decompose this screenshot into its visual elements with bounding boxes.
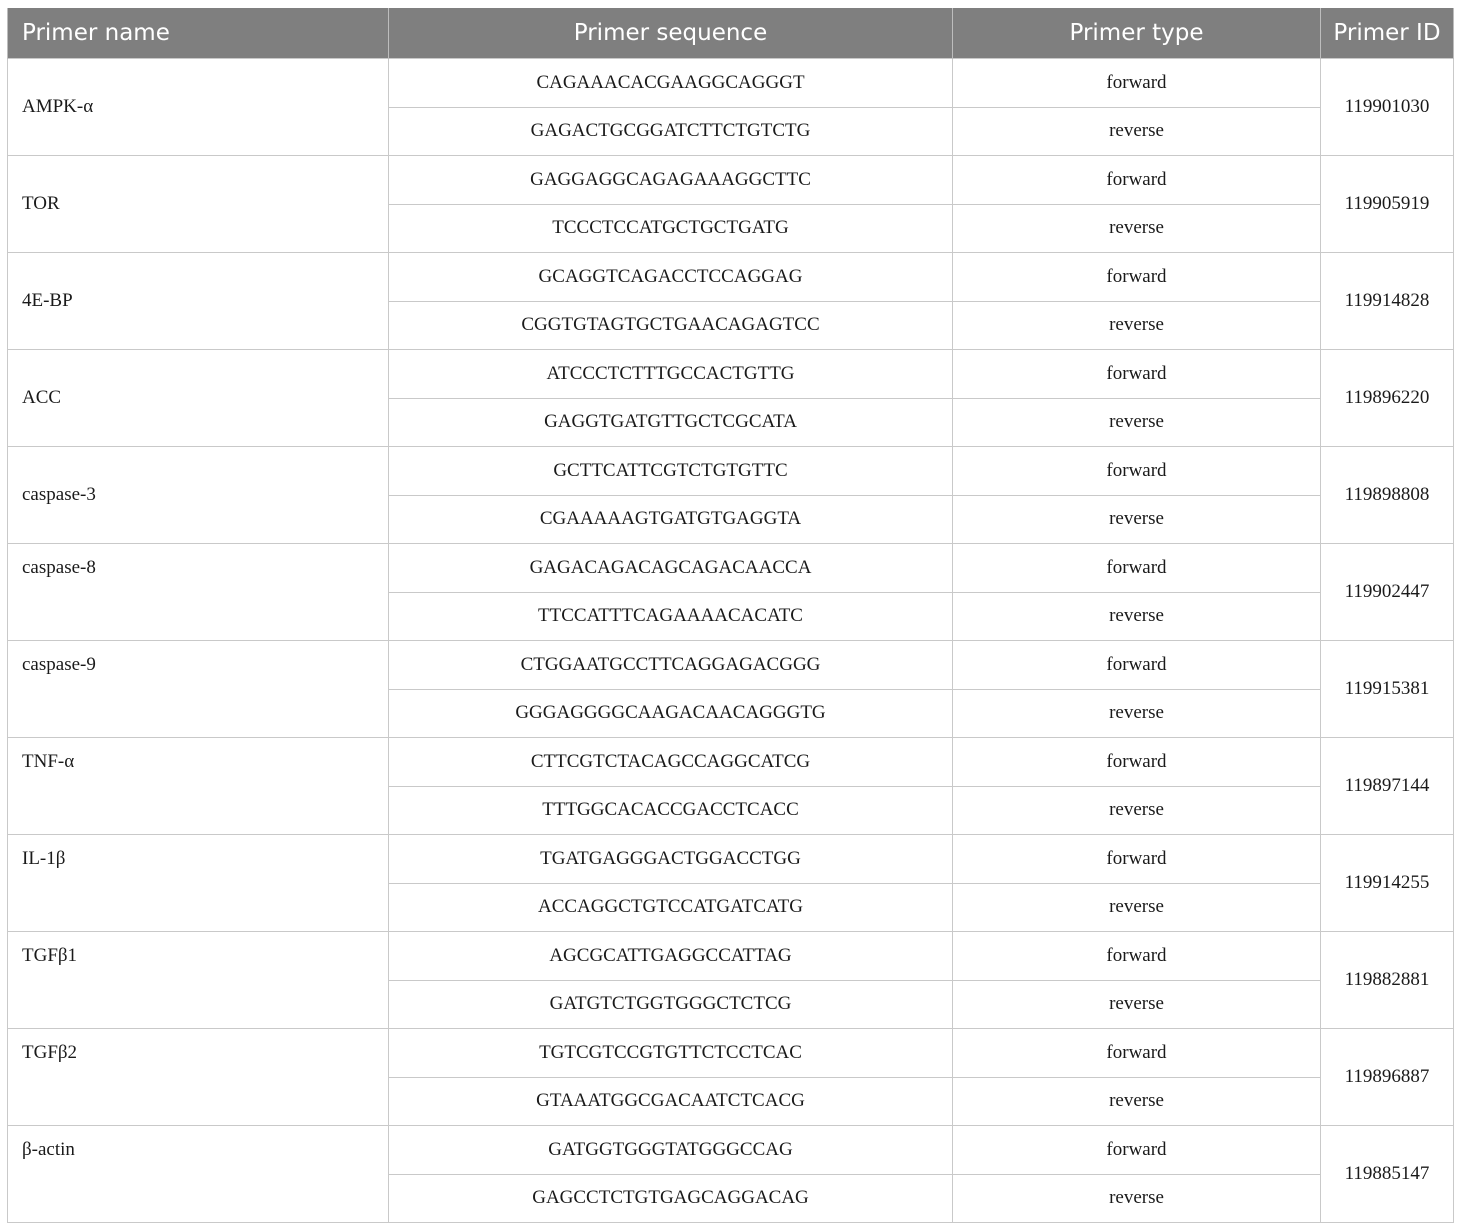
reverse-type-cell: reverse [953, 204, 1321, 253]
reverse-sequence-cell: TTTGGCACACCGACCTCACC [389, 786, 953, 835]
primer-name-cell: caspase-9 [8, 641, 389, 690]
forward-type-cell: forward [953, 447, 1321, 496]
table-row [8, 1126, 1454, 1175]
forward-sequence-cell: GAGACAGACAGCAGACAACCA [389, 544, 953, 593]
primer-name-cell: TGFβ2 [8, 1029, 389, 1078]
table-row [8, 59, 1454, 108]
primer-name-cell: AMPK-α [8, 59, 389, 156]
primer-id-cell: 119885147 [1321, 1126, 1454, 1223]
primer-table [7, 8, 1454, 1223]
primer-name-empty-cell [8, 592, 389, 641]
table-row [8, 1174, 1454, 1223]
primer-id-cell: 119905919 [1321, 156, 1454, 253]
reverse-sequence-cell: GTAAATGGCGACAATCTCACG [389, 1077, 953, 1126]
table-row [8, 447, 1454, 496]
reverse-sequence-cell: GATGTCTGGTGGGCTCTCG [389, 980, 953, 1029]
reverse-sequence-cell: TCCCTCCATGCTGCTGATG [389, 204, 953, 253]
table-row [8, 1029, 1454, 1078]
reverse-sequence-cell: CGGTGTAGTGCTGAACAGAGTCC [389, 301, 953, 350]
primer-id-cell: 119896887 [1321, 1029, 1454, 1126]
primer-id-cell: 119914828 [1321, 253, 1454, 350]
reverse-type-cell: reverse [953, 592, 1321, 641]
forward-sequence-cell: GAGGAGGCAGAGAAAGGCTTC [389, 156, 953, 205]
table-row [8, 980, 1454, 1029]
forward-type-cell: forward [953, 253, 1321, 302]
table-row [8, 835, 1454, 884]
forward-type-cell: forward [953, 932, 1321, 981]
reverse-sequence-cell: GAGACTGCGGATCTTCTGTCTG [389, 107, 953, 156]
primer-name-cell: IL-1β [8, 835, 389, 884]
forward-sequence-cell: TGTCGTCCGTGTTCTCCTCAC [389, 1029, 953, 1078]
forward-sequence-cell: CTGGAATGCCTTCAGGAGACGGG [389, 641, 953, 690]
forward-sequence-cell: CAGAAACACGAAGGCAGGGT [389, 59, 953, 108]
primer-id-cell: 119915381 [1321, 641, 1454, 738]
table-row [8, 544, 1454, 593]
primer-name-cell: TNF-α [8, 738, 389, 787]
table-row [8, 883, 1454, 932]
table-header [8, 8, 1454, 59]
primer-name-empty-cell [8, 1077, 389, 1126]
reverse-type-cell: reverse [953, 980, 1321, 1029]
forward-type-cell: forward [953, 350, 1321, 399]
reverse-type-cell: reverse [953, 301, 1321, 350]
reverse-type-cell: reverse [953, 1174, 1321, 1223]
forward-type-cell: forward [953, 544, 1321, 593]
table-row [8, 1077, 1454, 1126]
reverse-sequence-cell: GAGCCTCTGTGAGCAGGACAG [389, 1174, 953, 1223]
primer-name-cell: caspase-3 [8, 447, 389, 544]
reverse-sequence-cell: GGGAGGGGCAAGACAACAGGGTG [389, 689, 953, 738]
table-row [8, 592, 1454, 641]
forward-type-cell: forward [953, 641, 1321, 690]
forward-sequence-cell: AGCGCATTGAGGCCATTAG [389, 932, 953, 981]
header-primer-type: Primer type [953, 8, 1321, 59]
table-row [8, 786, 1454, 835]
forward-sequence-cell: ATCCCTCTTTGCCACTGTTG [389, 350, 953, 399]
table-body [8, 59, 1454, 1223]
header-primer-id: Primer ID [1321, 8, 1454, 59]
forward-sequence-cell: GCTTCATTCGTCTGTGTTC [389, 447, 953, 496]
reverse-type-cell: reverse [953, 883, 1321, 932]
primer-id-cell: 119901030 [1321, 59, 1454, 156]
primer-id-cell: 119914255 [1321, 835, 1454, 932]
table-row [8, 156, 1454, 205]
reverse-type-cell: reverse [953, 495, 1321, 544]
reverse-type-cell: reverse [953, 1077, 1321, 1126]
forward-type-cell: forward [953, 738, 1321, 787]
reverse-type-cell: reverse [953, 398, 1321, 447]
table-row [8, 689, 1454, 738]
primer-name-cell: TOR [8, 156, 389, 253]
header-row [8, 8, 1454, 59]
primer-name-cell: 4E-BP [8, 253, 389, 350]
forward-sequence-cell: TGATGAGGGACTGGACCTGG [389, 835, 953, 884]
primer-id-cell: 119898808 [1321, 447, 1454, 544]
table-row [8, 641, 1454, 690]
primer-name-cell: β-actin [8, 1126, 389, 1175]
header-primer-name: Primer name [8, 8, 389, 59]
primer-table-container [7, 8, 1453, 1223]
table-row [8, 253, 1454, 302]
primer-name-empty-cell [8, 1174, 389, 1223]
forward-type-cell: forward [953, 1126, 1321, 1175]
reverse-sequence-cell: GAGGTGATGTTGCTCGCATA [389, 398, 953, 447]
forward-type-cell: forward [953, 835, 1321, 884]
table-row [8, 932, 1454, 981]
reverse-type-cell: reverse [953, 786, 1321, 835]
forward-type-cell: forward [953, 156, 1321, 205]
primer-id-cell: 119902447 [1321, 544, 1454, 641]
header-primer-sequence: Primer sequence [389, 8, 953, 59]
primer-name-cell: TGFβ1 [8, 932, 389, 981]
forward-type-cell: forward [953, 1029, 1321, 1078]
table-row [8, 350, 1454, 399]
primer-id-cell: 119897144 [1321, 738, 1454, 835]
forward-sequence-cell: GCAGGTCAGACCTCCAGGAG [389, 253, 953, 302]
forward-type-cell: forward [953, 59, 1321, 108]
reverse-sequence-cell: CGAAAAAGTGATGTGAGGTA [389, 495, 953, 544]
primer-name-empty-cell [8, 883, 389, 932]
forward-sequence-cell: CTTCGTCTACAGCCAGGCATCG [389, 738, 953, 787]
primer-name-empty-cell [8, 786, 389, 835]
primer-id-cell: 119882881 [1321, 932, 1454, 1029]
primer-name-cell: caspase-8 [8, 544, 389, 593]
reverse-sequence-cell: ACCAGGCTGTCCATGATCATG [389, 883, 953, 932]
primer-id-cell: 119896220 [1321, 350, 1454, 447]
reverse-sequence-cell: TTCCATTTCAGAAAACACATC [389, 592, 953, 641]
reverse-type-cell: reverse [953, 689, 1321, 738]
primer-name-cell: ACC [8, 350, 389, 447]
reverse-type-cell: reverse [953, 107, 1321, 156]
table-row [8, 738, 1454, 787]
forward-sequence-cell: GATGGTGGGTATGGGCCAG [389, 1126, 953, 1175]
primer-name-empty-cell [8, 980, 389, 1029]
primer-name-empty-cell [8, 689, 389, 738]
